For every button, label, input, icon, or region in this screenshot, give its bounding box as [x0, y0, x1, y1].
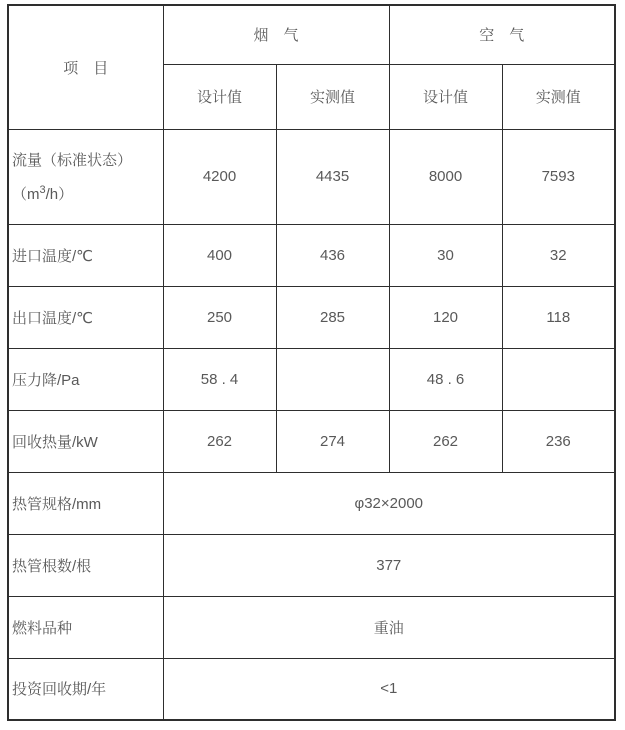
- spec-table: [7, 4, 616, 721]
- row-label: 热管规格/mm: [8, 472, 163, 534]
- table-row-flow: [8, 129, 615, 224]
- row-label: 投资回收期/年: [8, 658, 163, 720]
- data-cell: [276, 348, 389, 410]
- data-cell: 236: [502, 410, 615, 472]
- data-cell: 118: [502, 286, 615, 348]
- data-cell: 4435: [276, 129, 389, 224]
- table-row-pipe-spec: [8, 472, 615, 534]
- data-cell: 262: [389, 410, 502, 472]
- data-cell: 30: [389, 224, 502, 286]
- data-cell: 8000: [389, 129, 502, 224]
- data-cell: 48 . 6: [389, 348, 502, 410]
- row-label: 回收热量/kW: [8, 410, 163, 472]
- table-row-outlet-temp: [8, 286, 615, 348]
- table-row-pipe-count: [8, 534, 615, 596]
- table-row-inlet-temp: [8, 224, 615, 286]
- row-label-flow: [8, 129, 163, 224]
- data-cell: 32: [502, 224, 615, 286]
- data-cell-span: φ32×2000: [163, 472, 615, 534]
- data-cell: 262: [163, 410, 276, 472]
- table-row-payback-period: [8, 658, 615, 720]
- data-cell-span: <1: [163, 658, 615, 720]
- row-label: 燃料品种: [8, 596, 163, 658]
- data-cell: 250: [163, 286, 276, 348]
- header-flue-design: 设计值: [163, 64, 276, 129]
- header-flue-measured: 实测值: [276, 64, 389, 129]
- data-cell: 120: [389, 286, 502, 348]
- header-row-groups: [8, 5, 615, 64]
- row-label: 进口温度/℃: [8, 224, 163, 286]
- data-cell-span: 377: [163, 534, 615, 596]
- data-cell: 436: [276, 224, 389, 286]
- header-air-design: 设计值: [389, 64, 502, 129]
- table-row-pressure-drop: [8, 348, 615, 410]
- table-row-fuel-type: [8, 596, 615, 658]
- header-group-air: 空 气: [389, 5, 615, 64]
- header-group-flue-gas: 烟 气: [163, 5, 389, 64]
- flow-unit-superscript: 3: [39, 184, 46, 196]
- header-air-measured: 实测值: [502, 64, 615, 129]
- header-item: 项 目: [8, 5, 163, 129]
- data-cell: 274: [276, 410, 389, 472]
- data-cell: 4200: [163, 129, 276, 224]
- data-cell: 400: [163, 224, 276, 286]
- data-cell: 58 . 4: [163, 348, 276, 410]
- row-label: 压力降/Pa: [8, 348, 163, 410]
- data-cell: 285: [276, 286, 389, 348]
- data-cell-span: 重油: [163, 596, 615, 658]
- data-cell: [502, 348, 615, 410]
- flow-label-line1: 流量（标准状态）: [12, 152, 133, 169]
- flow-label-line2: $(m^3/h)$: [12, 184, 74, 203]
- table-row-recovered-heat: [8, 410, 615, 472]
- row-label: 热管根数/根: [8, 534, 163, 596]
- row-label: 出口温度/℃: [8, 286, 163, 348]
- data-cell: 7593: [502, 129, 615, 224]
